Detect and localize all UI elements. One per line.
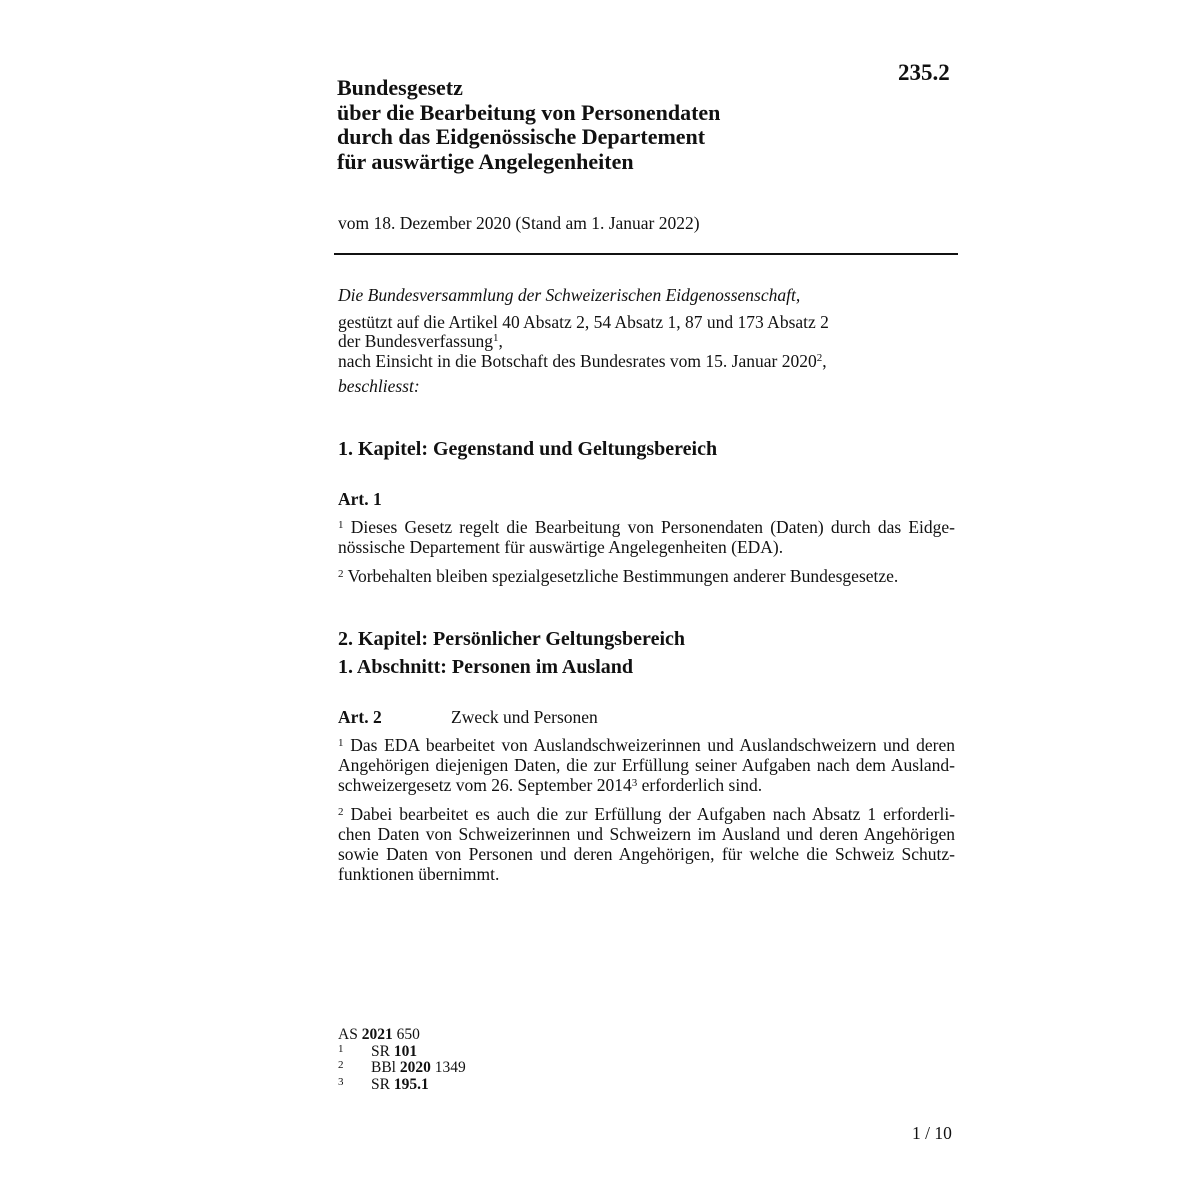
article-2-paragraph-1 [338, 735, 955, 795]
footnote-rest: 1349 [434, 1059, 466, 1076]
official-compilation-ref [338, 1027, 420, 1044]
legal-basis-line [338, 331, 503, 351]
paragraph-text: Das EDA bearbeitet von Auslandschweizerinnen und Auslandschweizern und deren [350, 735, 955, 755]
sr-number: 235.2 [898, 60, 950, 85]
footnote-number: 2 [338, 1059, 344, 1071]
paragraph-number: 1 [338, 519, 344, 531]
article-2-paragraph-2 [338, 804, 955, 884]
page-number: 1 / 10 [912, 1123, 952, 1143]
title-line: durch das Eidgenössische Departement [337, 124, 706, 149]
article-2-label: Art. 2 [338, 707, 382, 727]
footnote-ref[interactable]: 3 [631, 777, 638, 789]
paragraph-line: nössische Departement für auswärtige Angelegenheiten (EDA). [338, 537, 784, 557]
footnote-prefix: SR [371, 1042, 390, 1060]
paragraph-line [338, 566, 955, 586]
footnote-text [371, 1060, 466, 1077]
paragraph-line: sowie Daten von Personen und deren Angehörigen, für welche die Schweiz Schutz- [338, 844, 955, 864]
footnote-ref[interactable]: 2 [816, 352, 823, 364]
enacting-body: Die Bundesversammlung der Schweizerischen Eidgenossenschaft, [338, 285, 801, 305]
footnote-bold: 195.1 [393, 1075, 429, 1093]
message-reference-line [338, 351, 827, 371]
paragraph-line: Angehörigen diejenigen Daten, die zur Erfüllung seiner Aufgaben nach dem Ausland- [338, 755, 955, 775]
title-line: für auswärtige Angelegenheiten [337, 148, 634, 174]
footnote-number: 3 [338, 1075, 344, 1088]
footnotes [338, 1026, 466, 1093]
article-2-title: Zweck und Personen [451, 707, 598, 727]
as-prefix: AS [338, 1026, 358, 1043]
footnote [338, 1059, 466, 1077]
as-year: 2021 [361, 1026, 393, 1043]
message-reference-text: nach Einsicht in die Botschaft des Bundesrates vom 15. Januar 2020 [338, 351, 817, 371]
chapter-2-heading: 2. Kapitel: Persönlicher Geltungsbereich [338, 628, 686, 650]
section-1-heading: 1. Abschnitt: Personen im Ausland [338, 656, 634, 678]
footnote-bold: 101 [393, 1042, 418, 1060]
paragraph-line [338, 517, 955, 537]
paragraph-number: 1 [338, 737, 344, 749]
decides: beschliesst: [338, 376, 420, 396]
horizontal-rule [334, 253, 958, 255]
footnote [338, 1075, 429, 1094]
paragraph-text: Dieses Gesetz regelt die Bearbeitung von Personendaten (Daten) durch das Eidge- [350, 517, 956, 537]
footnote [338, 1044, 420, 1061]
title-line: über die Bearbeitung von Personendaten [337, 99, 721, 125]
punctuation: , [498, 331, 503, 351]
footnote-number: 1 [338, 1042, 344, 1055]
footnote-ref[interactable]: 1 [493, 332, 499, 344]
punctuation: , [822, 351, 827, 371]
paragraph-number: 2 [338, 806, 344, 818]
chapter-1-heading: 1. Kapitel: Gegenstand und Geltungsbereich [338, 438, 718, 460]
paragraph-text: erforderlich sind. [637, 775, 763, 795]
as-page: 650 [396, 1026, 420, 1043]
legal-basis-text: der Bundesverfassung [338, 331, 494, 351]
legal-basis-line: gestützt auf die Artikel 40 Absatz 2, 54 Absatz 1, 87 und 173 Absatz 2 [338, 312, 829, 332]
article-1-paragraph-2 [338, 566, 955, 586]
paragraph-line [338, 804, 955, 824]
date-line: vom 18. Dezember 2020 (Stand am 1. Januar 2022) [338, 213, 700, 233]
article-1-paragraph-1 [338, 517, 955, 557]
footnote-prefix: BBl [371, 1059, 396, 1076]
paragraph-text: schweizergesetz vom 26. September 2014 [338, 775, 632, 795]
law-title [337, 76, 720, 174]
paragraph-line [338, 775, 955, 795]
paragraph-number: 2 [338, 568, 344, 580]
footnote-text [371, 1077, 429, 1094]
footnote-text [371, 1044, 417, 1061]
title-line: Bundesgesetz [337, 75, 463, 100]
article-1-label: Art. 1 [338, 489, 382, 509]
paragraph-text: Vorbehalten bleiben spezialgesetzliche Bestimmungen anderer Bundesgesetze. [347, 566, 899, 586]
paragraph-line: funktionen übernimmt. [338, 864, 500, 884]
footnote-prefix: SR [371, 1075, 390, 1093]
paragraph-text: Dabei bearbeitet es auch die zur Erfüllung der Aufgaben nach Absatz 1 erforderli- [350, 804, 956, 824]
paragraph-line [338, 735, 955, 755]
paragraph-line: chen Daten von Schweizerinnen und Schweizern im Ausland und deren Angehörigen [338, 824, 955, 844]
footnote-bold: 2020 [399, 1059, 431, 1076]
